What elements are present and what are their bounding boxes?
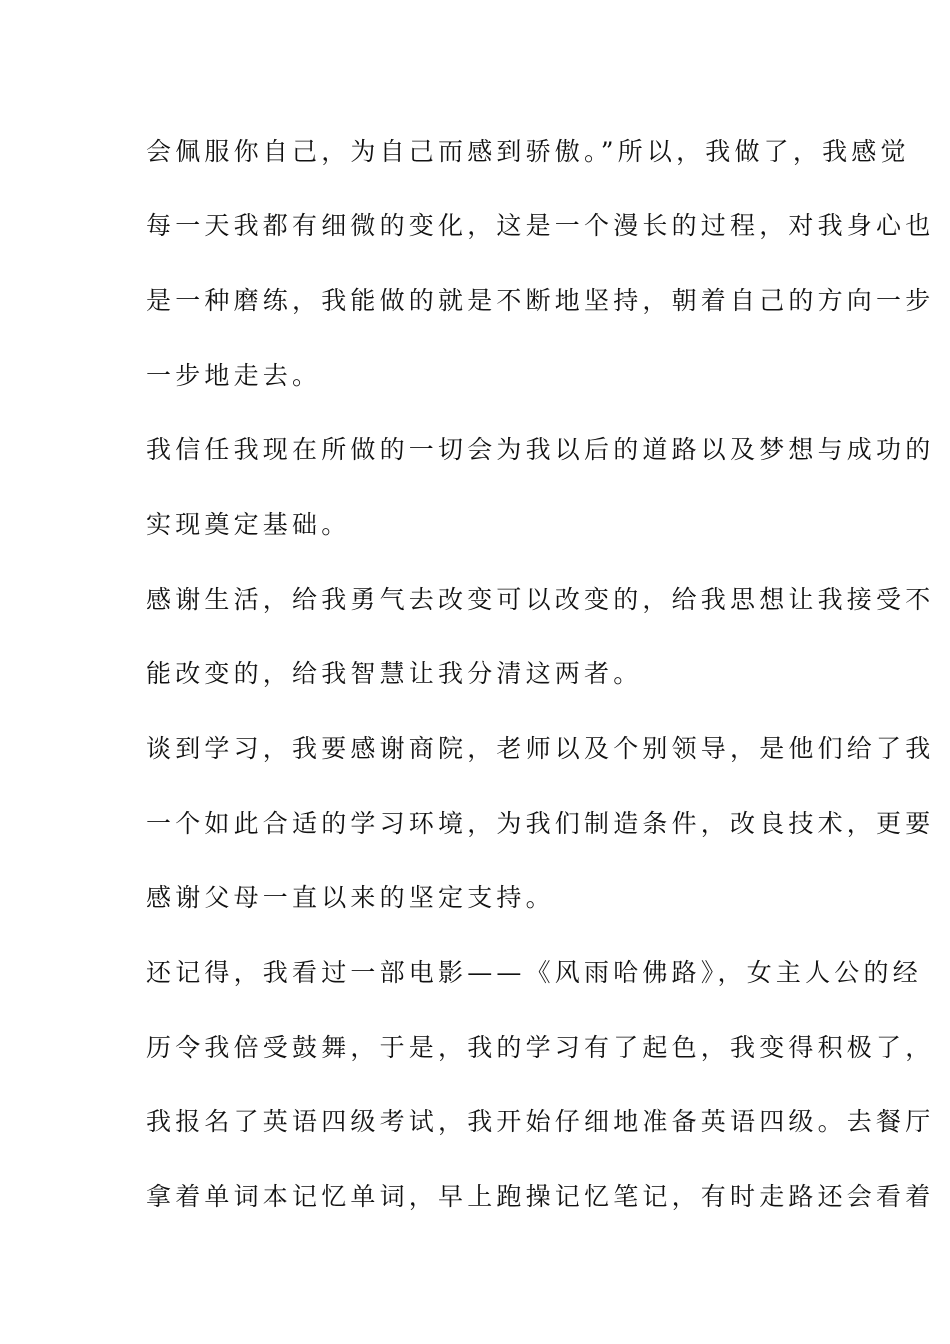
text-line: 是一种磨练，我能做的就是不断地坚持，朝着自己的方向一步 (146, 286, 935, 315)
text-line: 我报名了英语四级考试，我开始仔细地准备英语四级。去餐厅 (146, 1107, 935, 1136)
text-line: 感谢生活，给我勇气去改变可以改变的，给我思想让我接受不 (146, 585, 935, 614)
text-line: 拿着单词本记忆单词，早上跑操记忆笔记，有时走路还会看着 (146, 1182, 935, 1211)
text-line: 谈到学习，我要感谢商院，老师以及个别领导，是他们给了我 (146, 734, 935, 763)
text-line: 会佩服你自己，为自己而感到骄傲。”所以，我做了，我感觉 (146, 137, 910, 166)
text-line: 还记得，我看过一部电影——《风雨哈佛路》，女主人公的经 (146, 958, 922, 987)
text-line: 一个如此合适的学习环境，为我们制造条件，改良技术，更要 (146, 809, 935, 838)
text-line: 感谢父母一直以来的坚定支持。 (146, 883, 555, 912)
text-line: 能改变的，给我智慧让我分清这两者。 (146, 659, 643, 688)
text-line: 实现奠定基础。 (146, 510, 351, 539)
text-line: 每一天我都有细微的变化，这是一个漫长的过程，对我身心也 (146, 211, 935, 240)
text-line: 历令我倍受鼓舞，于是，我的学习有了起色，我变得积极了， (146, 1033, 935, 1062)
text-line: 一步地走去。 (146, 361, 322, 390)
text-line: 我信任我现在所做的一切会为我以后的道路以及梦想与成功的 (146, 435, 935, 464)
